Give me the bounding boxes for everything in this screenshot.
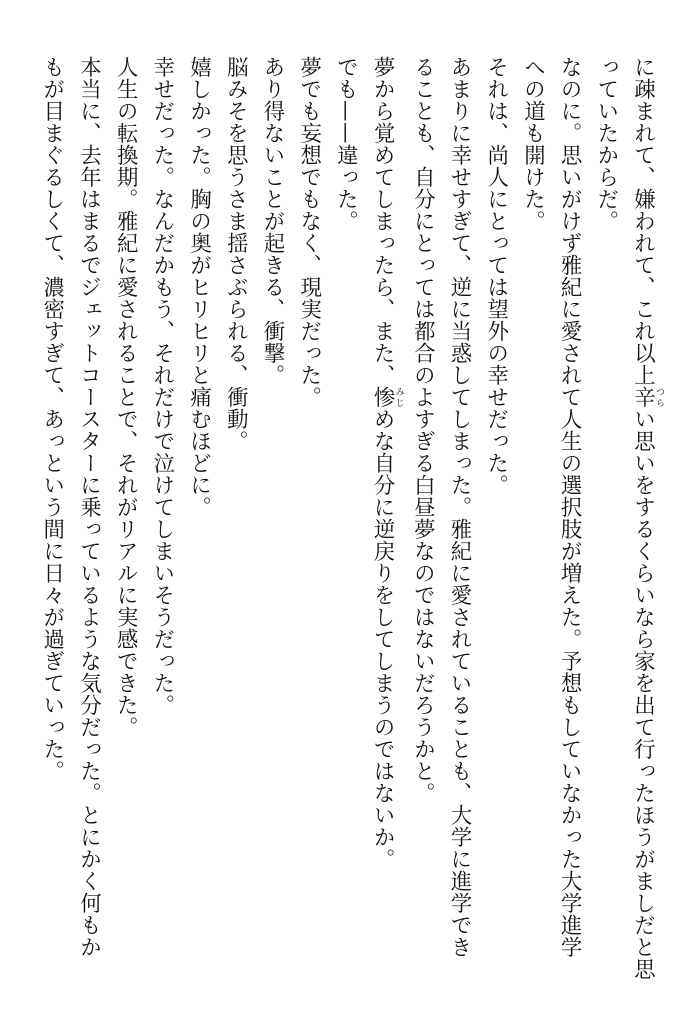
text-line-2: っていたからだ。 [593,56,619,232]
text-line-11: あり得ないことが起きる、衝撃。 [259,56,285,386]
text-line-12: 脳みそを思うさま揺さぶられる、衝動。 [223,56,249,452]
text-line-3: なのに。思いがけず雅紀に愛されて人生の選択肢が増えた。予想もしていなかった大学進学 [557,56,583,958]
text-line-13: 嬉しかった。胸の奥がヒリヒリと痛むほどに。 [186,56,212,518]
text-line-15: 人生の転換期。雅紀に愛されることで、それがリアルに実感できた。 [113,56,139,738]
text-line-7: ることも、自分にとっては都合のよすぎる白昼夢なのではないだろうかと。 [410,56,436,804]
ruby-tsura: 辛つら [630,386,664,408]
text-line-17: もが目まぐるしくて、濃密すぎて、あっという間に日々が過ぎていった。 [39,56,65,782]
text-line-10: 夢でも妄想でもなく、現実だった。 [296,56,322,408]
vertical-text-block [33,56,664,986]
ruby-tsura-reading: つら [654,386,664,408]
text-line-4: への道も開けた。 [520,56,546,232]
text-line-14: 幸せだった。なんだかもう、それだけで泣けてしまいそうだった。 [149,56,175,716]
text-line-6: あまりに幸せすぎて、逆に当惑してしまった。雅紀に愛されていることも、大学に進学でき [446,56,472,958]
ruby-mijime-reading: みじ [393,386,404,408]
text-line-1-content: に疎まれて、嫌われて、これ以上辛つらい思いをするくらいなら家を出て行ったほうがましだと思 [630,56,664,980]
text-line-9: でも——違った。 [333,56,359,232]
text-line-8-content: 夢から覚めてしまったら、また、惨みじめな自分に逆戻りをしてしまうのではないか。 [370,56,404,870]
text-line-5: それは、尚人にとっては望外の幸せだった。 [483,56,509,496]
text-line-8 [363,56,403,986]
ruby-mijime: 惨みじ [370,386,404,408]
text-line-16: 本当に、去年はまるでジェットコースターに乗っているような気分だった。とにかく何もか [76,56,102,958]
text-line-1 [624,56,664,986]
